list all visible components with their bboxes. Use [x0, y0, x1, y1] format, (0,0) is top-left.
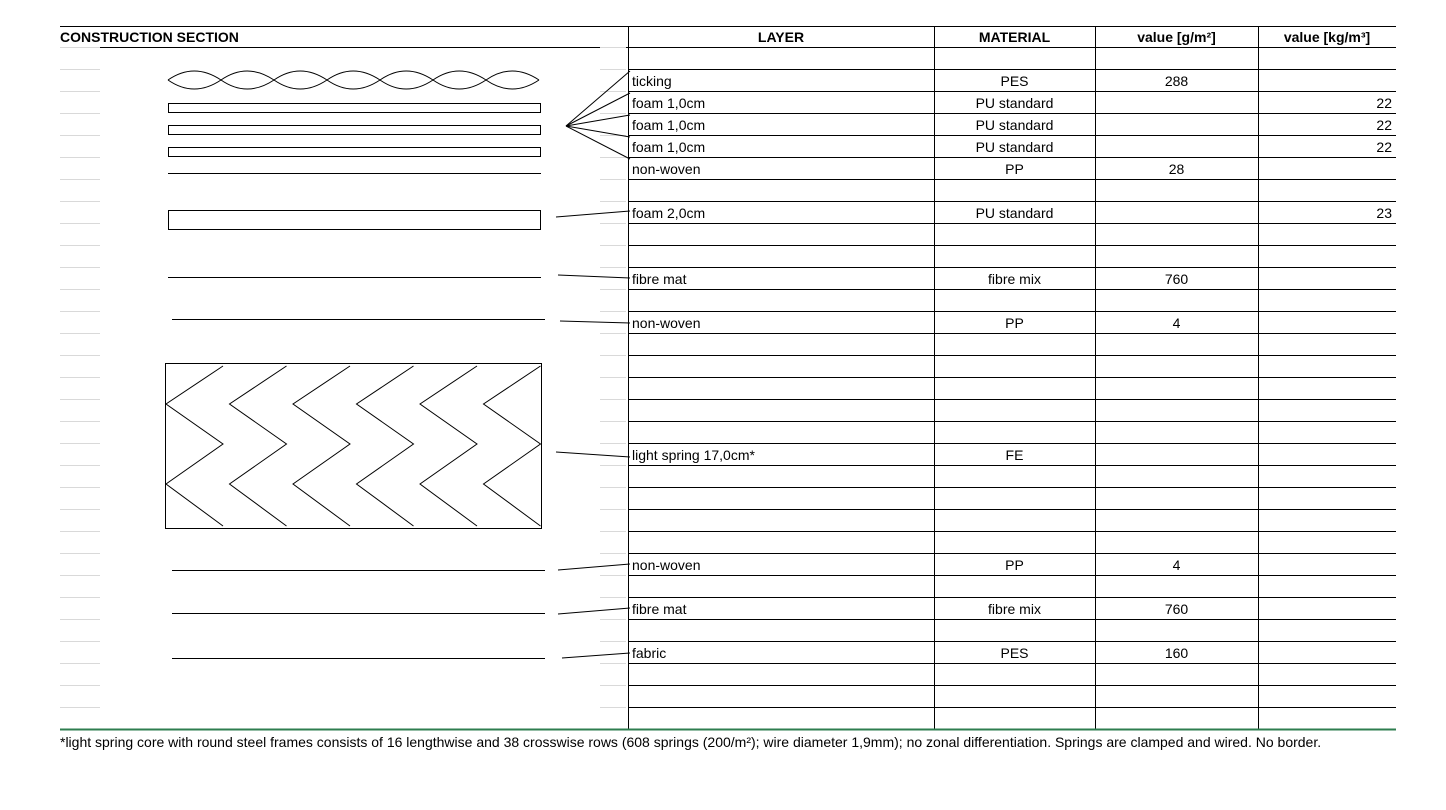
- cell-material: [934, 576, 1095, 598]
- cell-gm2: [1095, 48, 1258, 70]
- cell-material: [934, 224, 1095, 246]
- cell-gm2: 4: [1172, 557, 1181, 573]
- cell-layer: foam 1,0cm: [632, 139, 706, 155]
- cell-material: [934, 180, 1095, 202]
- cell-kgm3: [1258, 598, 1392, 620]
- cell-gm2: [1095, 114, 1258, 136]
- leader-line: [558, 608, 630, 614]
- cell-gm2: [1095, 400, 1258, 422]
- cell-gm2: 760: [1164, 271, 1189, 287]
- cell-kgm3: [1258, 686, 1392, 708]
- cell-layer: [632, 356, 932, 378]
- cell-material: PU standard: [975, 139, 1054, 155]
- cell-gm2: [1095, 334, 1258, 356]
- cell-layer: [632, 708, 932, 730]
- cell-gm2: [1095, 664, 1258, 686]
- cell-layer: [632, 620, 932, 642]
- ticking-layer-shape: [168, 80, 539, 89]
- cell-kgm3: [1258, 532, 1392, 554]
- cell-layer: fabric: [632, 645, 667, 661]
- cell-layer: non-woven: [632, 161, 701, 177]
- cell-material: PES: [1000, 645, 1029, 661]
- cell-kgm3: [1258, 312, 1392, 334]
- cell-gm2: [1095, 510, 1258, 532]
- cell-kgm3: 23: [1376, 205, 1392, 221]
- cell-kgm3: [1258, 664, 1392, 686]
- cell-gm2: 28: [1168, 161, 1185, 177]
- cell-material: [934, 532, 1095, 554]
- cell-material: [934, 356, 1095, 378]
- leader-line: [560, 321, 630, 323]
- cell-kgm3: [1258, 246, 1392, 268]
- cell-kgm3: [1258, 48, 1392, 70]
- cell-material: fibre mix: [988, 601, 1041, 617]
- cell-kgm3: [1258, 708, 1392, 730]
- leader-line: [558, 564, 630, 570]
- cell-gm2: [1095, 378, 1258, 400]
- leader-line: [558, 275, 630, 278]
- cell-gm2: [1095, 180, 1258, 202]
- cell-kgm3: [1258, 422, 1392, 444]
- cell-layer: [632, 246, 932, 268]
- cell-gm2: 4: [1172, 315, 1181, 331]
- cell-layer: [632, 576, 932, 598]
- cell-layer: [632, 400, 932, 422]
- cell-gm2: 760: [1164, 601, 1189, 617]
- cell-material: FE: [1005, 447, 1024, 463]
- cell-material: [934, 422, 1095, 444]
- foam-layer-shape: [169, 148, 541, 157]
- cell-material: PP: [1005, 315, 1024, 331]
- cell-material: fibre mix: [988, 271, 1041, 287]
- cell-kgm3: [1258, 224, 1392, 246]
- construction-section-heading: CONSTRUCTION SECTION: [60, 29, 239, 45]
- cell-kgm3: 22: [1376, 117, 1392, 133]
- spring-zigzag: [357, 366, 414, 526]
- cell-material: [934, 686, 1095, 708]
- cell-kgm3: [1258, 642, 1392, 664]
- cell-gm2: [1095, 136, 1258, 158]
- cell-layer: [632, 48, 932, 70]
- cell-kgm3: [1258, 290, 1392, 312]
- cell-gm2: [1095, 532, 1258, 554]
- spring-zigzag: [166, 366, 223, 526]
- cell-material: [934, 48, 1095, 70]
- cell-material: PU standard: [975, 95, 1054, 111]
- cell-kgm3: [1258, 466, 1392, 488]
- cell-gm2: [1095, 356, 1258, 378]
- value-kgm3-header: value [kg/m³]: [1283, 29, 1371, 45]
- cell-kgm3: [1258, 554, 1392, 576]
- layer-header: LAYER: [757, 29, 805, 45]
- cell-layer: foam 2,0cm: [632, 205, 706, 221]
- cell-kgm3: [1258, 334, 1392, 356]
- cell-material: PP: [1005, 161, 1024, 177]
- foam-layer-shape: [169, 211, 541, 230]
- cell-layer: non-woven: [632, 557, 701, 573]
- leader-line: [556, 452, 630, 457]
- cell-layer: foam 1,0cm: [632, 117, 706, 133]
- cell-gm2: [1095, 708, 1258, 730]
- cell-gm2: [1095, 466, 1258, 488]
- cell-gm2: [1095, 224, 1258, 246]
- cell-layer: [632, 510, 932, 532]
- cell-layer: [632, 422, 932, 444]
- cell-kgm3: [1258, 576, 1392, 598]
- cell-layer: foam 1,0cm: [632, 95, 706, 111]
- cell-material: PU standard: [975, 205, 1054, 221]
- cell-layer: [632, 664, 932, 686]
- spring-zigzag: [484, 366, 541, 526]
- cell-kgm3: [1258, 488, 1392, 510]
- foam-layer-shape: [169, 126, 541, 135]
- material-header: MATERIAL: [978, 29, 1051, 45]
- cell-material: [934, 488, 1095, 510]
- cell-layer: [632, 532, 932, 554]
- cell-kgm3: [1258, 180, 1392, 202]
- cell-layer: [632, 378, 932, 400]
- cell-kgm3: [1258, 158, 1392, 180]
- spring-zigzag: [293, 366, 350, 526]
- cell-layer: non-woven: [632, 315, 701, 331]
- cell-gm2: [1095, 620, 1258, 642]
- cell-layer: ticking: [632, 73, 672, 89]
- cell-kgm3: [1258, 400, 1392, 422]
- cell-gm2: [1095, 246, 1258, 268]
- cell-gm2: [1095, 576, 1258, 598]
- cell-material: [934, 334, 1095, 356]
- spring-zigzag: [420, 366, 477, 526]
- cell-material: [934, 510, 1095, 532]
- cell-kgm3: [1258, 444, 1392, 466]
- leader-line: [556, 211, 630, 217]
- cell-layer: [632, 686, 932, 708]
- cell-material: [934, 620, 1095, 642]
- cell-kgm3: 22: [1376, 139, 1392, 155]
- cell-kgm3: [1258, 620, 1392, 642]
- cell-material: [934, 466, 1095, 488]
- cell-material: PU standard: [975, 117, 1054, 133]
- ticking-layer-shape: [168, 71, 539, 80]
- cell-material: [934, 290, 1095, 312]
- cell-layer: [632, 180, 932, 202]
- cell-kgm3: [1258, 268, 1392, 290]
- cell-layer: [632, 488, 932, 510]
- cell-kgm3: [1258, 356, 1392, 378]
- cell-layer: fibre mat: [632, 601, 687, 617]
- value-gm2-header: value [g/m²]: [1137, 29, 1216, 45]
- cell-material: PES: [1000, 73, 1029, 89]
- cell-material: [934, 246, 1095, 268]
- cell-material: [934, 708, 1095, 730]
- cell-gm2: [1095, 422, 1258, 444]
- cell-kgm3: [1258, 510, 1392, 532]
- cell-material: [934, 664, 1095, 686]
- spring-zigzag: [230, 366, 287, 526]
- cell-gm2: [1095, 290, 1258, 312]
- cell-layer: [632, 224, 932, 246]
- cell-layer: [632, 334, 932, 356]
- cell-gm2: [1095, 92, 1258, 114]
- cell-layer: [632, 466, 932, 488]
- cell-layer: fibre mat: [632, 271, 687, 287]
- cell-kgm3: [1258, 378, 1392, 400]
- foam-layer-shape: [169, 104, 541, 113]
- leader-line: [566, 126, 630, 159]
- cell-layer: light spring 17,0cm*: [632, 447, 755, 463]
- footnote: *light spring core with round steel frames consists of 16 lengthwise and 38 crosswise rows (608 springs (200/m²); wire diameter 1,9mm); no zonal differentiation. Springs are clamped and wired. No border.: [60, 734, 1322, 750]
- cell-gm2: 288: [1164, 73, 1189, 89]
- cell-gm2: [1095, 686, 1258, 708]
- cell-kgm3: 22: [1376, 95, 1392, 111]
- cell-material: [934, 400, 1095, 422]
- cell-kgm3: [1258, 70, 1392, 92]
- spring-core-shape: [166, 364, 542, 529]
- cell-layer: [632, 290, 932, 312]
- leader-line: [562, 653, 630, 658]
- cell-gm2: 160: [1164, 645, 1189, 661]
- cell-material: [934, 378, 1095, 400]
- cell-gm2: [1095, 202, 1258, 224]
- cell-material: PP: [1005, 557, 1024, 573]
- cell-gm2: [1095, 488, 1258, 510]
- cell-gm2: [1095, 444, 1258, 466]
